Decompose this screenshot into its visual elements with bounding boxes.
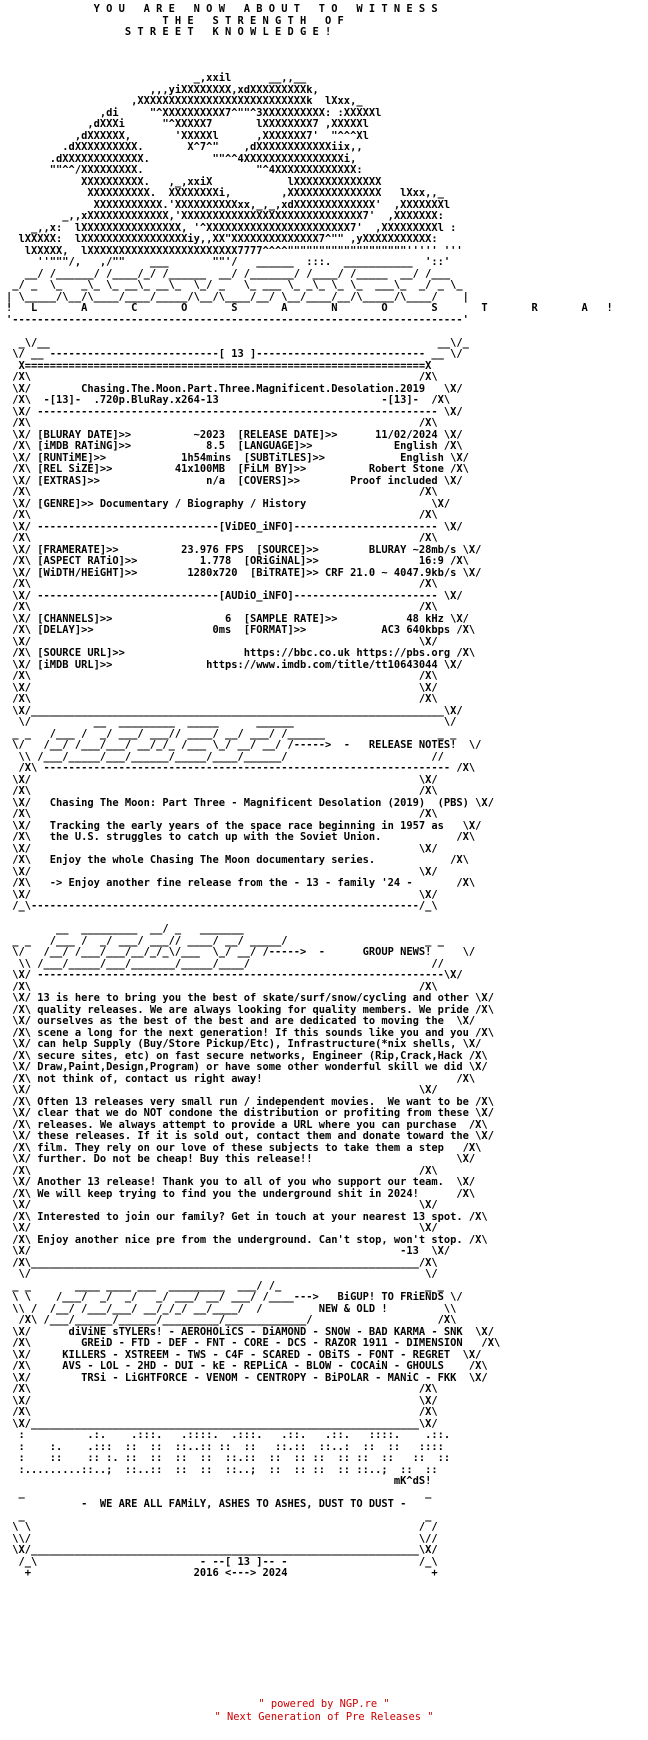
nfo-line: /X\______________________________________________________________/X\: [6, 1256, 438, 1269]
nfo-line: \/ /__/ /___/___/__/_/_\/___ \_/ __/ /-----> - GROUP NEWS! \/: [6, 946, 476, 958]
nfo-line: + 2016 <---> 2024 +: [6, 1567, 438, 1579]
nfo-line: ,,,yiXXXXXXXX,xdXXXXXXXXXk,: [6, 83, 319, 96]
nfo-line: \X/ further. Do not be cheap! Buy this release!! \X/: [6, 1153, 476, 1165]
nfo-line: /X\ Interested to join our family? Get in touch at your nearest 13 spot. /X\: [6, 1210, 488, 1223]
nfo-line: _ _ /___ / _/ ___/ ___// ____/ __/ ___/ /______ _ _: [6, 727, 457, 740]
nfo-line: _ _ /___ / _/ ___/ ___// ____/ __/ _____/ _ _: [6, 934, 444, 947]
nfo-line: \X/ Chasing.The.Moon.Part.Three.Magnificent.Desolation.2019 \X/: [6, 382, 463, 395]
nfo-line: \X/ [RUNTiME]>> 1h54mins [SUBTiTLES]>> English \X/: [6, 451, 469, 464]
nfo-line: \X/ ---------------------------------------------------------------- \X/: [6, 405, 463, 418]
nfo-line: : .:. .:::. .::::. .:::. .::. .::. ::::. .::.: [6, 1429, 451, 1441]
nfo-line: /X\ /X\: [6, 486, 438, 498]
nfo-line: /_\ - --[ 13 ]-- - /_\: [6, 1555, 438, 1568]
nfo-line: /X\ the U.S. struggles to catch up with the Soviet Union. /X\: [6, 831, 476, 843]
nfo-line: XXXXXXXXXX. XXXXXXXXi, ,XXXXXXXXXXXXXXX lXxx,,_: [6, 187, 444, 199]
nfo-line: .dXXXXXXXXXX. X^7^" ,dXXXXXXXXXXXXiix,,: [6, 141, 363, 153]
nfo-line: \X/ \X/: [6, 1199, 438, 1211]
nfo-line: \X/ [EXTRAS]>> n/a [COVERS]>> Proof included \X/: [6, 474, 463, 487]
nfo-line: \X/ [FRAMERATE]>> 23.976 FPS [SOURCE]>> BLURAY ~28mb/s \X/: [6, 543, 482, 556]
nfo-line: .dXXXXXXXXXXXXX. ""^^4XXXXXXXXXXXXXXXXi,: [6, 152, 357, 165]
nfo-line: /X\ AVS - LOL - 2HD - DUI - kE - REPLiCA - BLOW - COCAiN - GHOULS /X\: [6, 1360, 488, 1372]
nfo-line: /X\ [iMDB RATiNG]>> 8.5 [LANGUAGE]>> English /X\: [6, 440, 463, 452]
nfo-line: ""^^/XXXXXXXXX. "^4XXXXXXXXXXXXX:: [6, 164, 363, 176]
nfo-line: \\ / /__/ /___/___/ __/_/_/ __/____/ / NEW & OLD ! \\: [6, 1302, 457, 1315]
nfo-line: ''"""/, ,/"" ___ ""'/ ______ :::. ___________ '::': [6, 256, 451, 268]
nfo-line: \X/__________________________________________________________________\X/: [6, 704, 463, 717]
footer: [0, 1698, 648, 1724]
nfo-line: /X\ /X\: [6, 371, 438, 383]
nfo-line: \X/______________________________________________________________\X/: [6, 1417, 438, 1430]
nfo-line: /X\ /X\: [6, 1383, 438, 1395]
nfo-line: /X\ /___/______/______/_________/_____________/ /X\: [6, 1314, 457, 1326]
nfo-line: \X/ \X/: [6, 1084, 438, 1096]
nfo-line: /X\ /X\: [6, 601, 438, 613]
nfo-line: \X/ Draw,Paint,Design,Program) or have some other wonderful skill we did \X/: [6, 1061, 488, 1073]
nfo-line: lXXXXX: lXXXXXXXXXXXXXXXXXiy,,XX"XXXXXXXXXXXXXX7^"" ,yXXXXXXXXXXX:: [6, 233, 438, 245]
nfo-line: | \_____/\__/\____/____/_____/\__/\____/__/ \__/____/__/\_____/\____/ |: [6, 290, 469, 303]
nfo-line: \X/ -----------------------------[AUDiO_iNFO]----------------------- \X/: [6, 589, 463, 602]
nfo-line: \X/ \X/: [6, 1222, 438, 1234]
nfo-line: \X/ \X/: [6, 635, 438, 648]
nfo-line: /X\ /X\: [6, 578, 438, 590]
nfo-line: : :: :: :. :: :: :: :: ::.:: :: :: :: :: :: :: :: ::: [6, 1452, 451, 1464]
nfo-line: /X\ /X\: [6, 1406, 438, 1418]
nfo-line: \X/ -----------------------------[ViDEO_iNFO]----------------------- \X/: [6, 520, 463, 533]
nfo-line: /X\ [ASPECT RATiO]>> 1.778 [ORiGiNAL]>> 16:9 /X\: [6, 555, 469, 567]
nfo-line: /X\ Enjoy the whole Chasing The Moon documentary series. /X\: [6, 854, 469, 866]
nfo-line: \X/______________________________________________________________\X/: [6, 1544, 438, 1556]
nfo-line: \X/ Another 13 release! Thank you to all of you who support our team. \X/: [6, 1176, 476, 1188]
nfo-line: XXXXXXXXXX. ,_,xxiX lXXXXXXXXXXXXXX: [6, 175, 382, 188]
nfo-line: _,xxil __,,__: [6, 72, 307, 84]
nfo-line: ! L A C O S A N O S T R A !: [6, 302, 613, 314]
nfo-line: T H E S T R E N G T H O F: [6, 14, 344, 27]
nfo-line: /_\--------------------------------------------------------------/_\: [6, 900, 438, 912]
tagline-text: " Next Generation of Pre Releases ": [214, 1711, 434, 1723]
nfo-line: _/ _ \_ _\_ \_ __\_ __\_ \_/ _ \_ ___ \_ _\_ \_ \_ ___\_ _/ _ \_: [6, 279, 463, 291]
nfo-line: '------------------------------------------------------------------------': [6, 313, 469, 326]
nfo-line: /X\ /X\: [6, 980, 438, 993]
nfo-line: \/ \/: [6, 1268, 438, 1280]
nfo-line: : :. .::: :: :: ::..:: :: :: ::.:: ::..: :: :: ::::: [6, 1440, 444, 1453]
nfo-line: \X/ [GENRE]>> Documentary / Biography / History \X/: [6, 497, 451, 510]
nfo-line: \X/ KILLERS - XSTREEM - TWS - C4F - SCARED - OBiTS - FONT - REGRET \X/: [6, 1348, 482, 1361]
nfo-line: \X/ TRSi - LiGHTFORCE - VENOM - CENTROPY - BiPOLAR - MANiC - FKK \X/: [6, 1371, 488, 1384]
nfo-line: Y O U A R E N O W A B O U T T O W I T N E S S: [6, 4, 438, 15]
nfo-line: \X/ [CHANNELS]>> 6 [SAMPLE RATE]>> 48 kHz \X/: [6, 612, 469, 625]
nfo-line: \ \ / /: [6, 1521, 438, 1533]
nfo-line: _ _: [6, 1486, 432, 1499]
nfo-line: /X\ Often 13 releases very small run / independent movies. We want to be /X\: [6, 1095, 494, 1108]
nfo-line: \X/ -13 \X/: [6, 1245, 451, 1257]
nfo-line: \\/ \//: [6, 1532, 438, 1545]
nfo-line: S T R E E T K N O W L E D G E !: [6, 26, 332, 38]
nfo-line: mK^dS!: [6, 1475, 432, 1487]
nfo-line: /X\ film. They rely on our love of these subjects to take them a step /X\: [6, 1141, 482, 1154]
nfo-line: - WE ARE ALL FAMiLY, ASHES TO ASHES, DUST TO DUST -: [6, 1498, 407, 1510]
nfo-line: \X/ [iMDB URL]>> https://www.imdb.com/title/tt10643044 \X/: [6, 658, 463, 671]
nfo-line: /X\ quality releases. We are always looking for quality members. We pride /X\: [6, 1003, 494, 1016]
nfo-line: /X\ We will keep trying to find you the underground shit in 2024! /X\: [6, 1187, 476, 1200]
nfo-line: \X/ 13 is here to bring you the best of skate/surf/snow/cycling and other \X/: [6, 992, 494, 1004]
nfo-line: :.........::..; ::..:: :: :: ::..; :: :: :: :: ::..; :: ::: [6, 1463, 438, 1476]
nfo-line: _ _: [6, 1509, 432, 1522]
nfo-line: \X/ \X/: [6, 773, 438, 786]
nfo-line: /X\ [SOURCE URL]>> https://bbc.co.uk https://pbs.org /X\: [6, 647, 476, 659]
nfo-line: \X/ [WiDTH/HEiGHT]>> 1280x720 [BiTRATE]>> CRF 21.0 ~ 4047.9kb/s \X/: [6, 566, 482, 579]
nfo-line: ,XXXXXXXXXXXXXXXXXXXXXXXXXXXk lXxx,_: [6, 95, 363, 107]
nfo-line: \X/ clear that we do NOT condone the distribution or profiting from these \X/: [6, 1107, 494, 1119]
nfo-line: \X/ ourselves as the best of the best and are dedicated to moving the \X/: [6, 1015, 476, 1027]
nfo-line: __/ /______/ /____/_/ /______ __/ /_______/ /____/ /_____ __/ /___: [6, 267, 451, 280]
nfo-line: /X\ GREiD - FTD - DEF - FNT - CORE - DCS - RAZOR 1911 - DIMENSION /X\: [6, 1337, 501, 1349]
nfo-line: _\/__ __\/_: [6, 336, 469, 349]
nfo-line: \X/ [BLURAY DATE]>> ~2023 [RELEASE DATE]>> 11/02/2024 \X/: [6, 428, 463, 441]
nfo-line: \\ /___/_____/___/______/_____/____/______/ //: [6, 750, 444, 763]
nfo-line: \X/ \X/: [6, 681, 438, 694]
nfo-line: /X\ /X\: [6, 670, 438, 682]
nfo-line: /X\ releases. We always attempt to provide a URL where you can purchase /X\: [6, 1118, 488, 1131]
nfo-line: _,,xXXXXXXXXXXXXX,'XXXXXXXXXXXXXXXXXXXXXXXXXXXXX7' ,XXXXXXX:: [6, 210, 444, 222]
nfo-line: \X/ \X/: [6, 865, 438, 878]
powered-by-text: " powered by NGP.re ": [258, 1698, 390, 1710]
nfo-line: \/ __ ---------------------------[ 13 ]--------------------------- __ \/: [6, 348, 463, 360]
nfo-line: ,dXXXi "^XXXXX7 lXXXXXXXX7 ,XXXXXl: [6, 118, 369, 130]
nfo-line: \X/ \X/: [6, 888, 438, 901]
nfo-line: /X\ /X\: [6, 785, 438, 797]
nfo-line: \X/ -----------------------------------------------------------------\X/: [6, 969, 463, 981]
nfo-line: /X\ [DELAY]>> 0ms [FORMAT]>> AC3 640kbps /X\: [6, 624, 476, 636]
nfo-line: _,,x: lXXXXXXXXXXXXXXXX, '^XXXXXXXXXXXXXXXXXXXXXXX7' ,XXXXXXXXXl :: [6, 221, 457, 234]
nfo-line: /X\ /X\: [6, 1164, 438, 1177]
nfo-line: /X\ /X\: [6, 808, 438, 820]
nfo-line: \X/ \X/: [6, 1394, 438, 1407]
nfo-line: /X\ /X\: [6, 693, 438, 705]
nfo-line: \\ /___/_____/___/_______/_____/____/ //: [6, 957, 444, 970]
nfo-line: /X\ ----------------------------------------------------------------- /X\: [6, 762, 476, 774]
nfo-line: /X\ /X\: [6, 532, 438, 544]
nfo-line: /X\ secure sites, etc) on fast secure networks, Engineer (Rip,Crack,Hack /X\: [6, 1049, 488, 1062]
nfo-line: \X/ can help Supply (Buy/Store Pickup/Etc), Infrastructure(*nix shells, \X/: [6, 1038, 482, 1050]
nfo-line: \X/ diViNE sTYLERs! - AEROHOLiCS - DiAMOND - SNOW - BAD KARMA - SNK \X/: [6, 1325, 494, 1338]
nfo-line: __ _________ __/ _ _______: [6, 923, 244, 935]
nfo-line: \X/ these releases. If it is sold out, contact them and donate toward the \X/: [6, 1130, 494, 1142]
nfo-line: ,dXXXXXX, 'XXXXXl ,XXXXXXX7' "^^^Xl: [6, 129, 369, 142]
nfo-line: \ \ /___/ _/ _/ _/ ___/ __/ ___/ /____---> BiGUP! TO FRiENDS \/: [6, 1291, 463, 1303]
nfo-line: XXXXXXXXXXX.'XXXXXXXXXXxx,_,_,xdXXXXXXXXXXXXX' ,XXXXXXXl: [6, 198, 451, 211]
nfo-line: /X\ /X\: [6, 417, 438, 429]
nfo-line: lXXXXX, lXXXXXXXXXXXXXXXXXXXXXXXX7777^^^^"""""""""""""""""""''''' ''': [6, 244, 463, 257]
nfo-line: /X\ /X\: [6, 509, 438, 521]
nfo-line: /X\ Enjoy another nice pre from the underground. Can't stop, won't stop. /X\: [6, 1233, 488, 1246]
nfo-line: \X/ \X/: [6, 842, 438, 855]
nfo-line: /X\ -> Enjoy another fine release from the - 13 - family '24 - /X\: [6, 877, 476, 889]
nfo-line: _ _ ____ ____ ___ _________ ___/ /_ _ _: [6, 1279, 444, 1292]
nfo-line: /X\ not think of, contact us right away! /X\: [6, 1072, 476, 1085]
nfo-line: /X\ [REL SiZE]>> 41x100MB [FiLM BY]>> Robert Stone /X\: [6, 463, 469, 475]
nfo-line: /X\ -[13]- .720p.BluRay.x264-13 -[13]- /X\: [6, 394, 451, 406]
nfo-text: [6, 4, 642, 1580]
nfo-line: ,di "^XXXXXXXXXX7^""^3XXXXXXXXXX: :XXXXXl: [6, 106, 382, 119]
nfo-line: \/ __ _________ _____ ______ \/: [6, 716, 457, 728]
nfo-line: \X/ Chasing The Moon: Part Three - Magnificent Desolation (2019) (PBS) \X/: [6, 796, 494, 809]
nfo-line: \X/ Tracking the early years of the space race beginning in 1957 as \X/: [6, 819, 482, 832]
nfo-line: /X\ scene a long for the next generation! If this sounds like you and you /X\: [6, 1026, 494, 1039]
nfo-line: X================================================================X: [6, 359, 432, 372]
nfo-line: \/ /__/ /___/___/ __/_/_ /___ \_/ __/ __/ /-----> - RELEASE NOTES! \/: [6, 739, 482, 751]
